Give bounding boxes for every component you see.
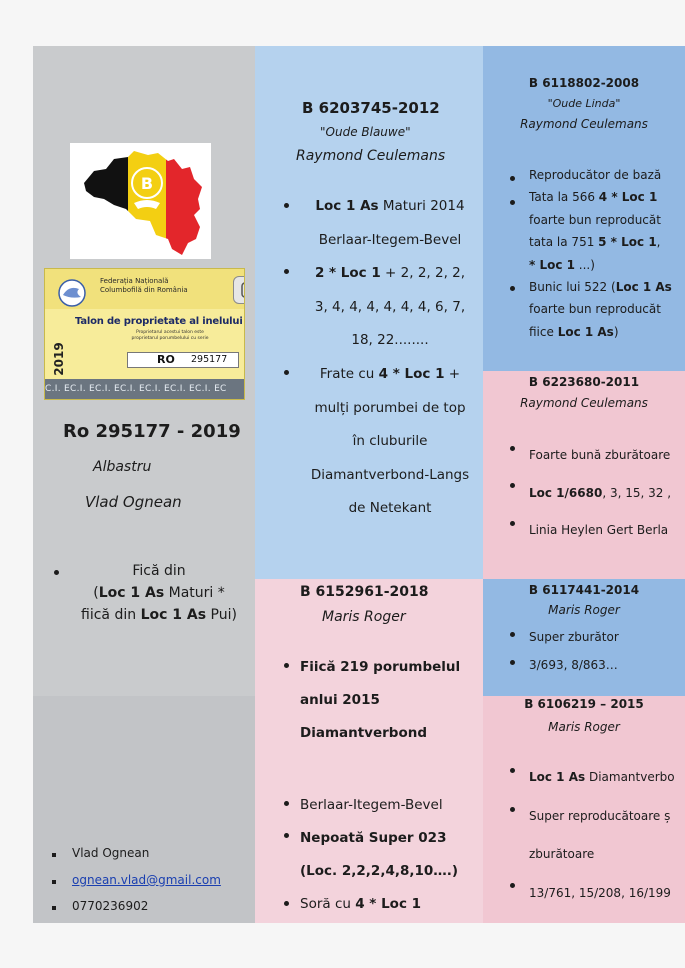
text-segment: + 2, 2, 2, 2, [380, 265, 466, 282]
text-segment: Fiică 219 porumbelul [300, 659, 461, 675]
text-segment: Berlaar-Itegem-Bevel [300, 797, 443, 813]
dam-sire-bullet [510, 660, 515, 665]
dam-dam-ring: B 6106219 – 2015 [524, 697, 644, 711]
text-segment: Maturi 2014 [378, 198, 465, 214]
dam-achievements-bottom [300, 789, 458, 921]
text-line [529, 475, 671, 513]
pigeon-description [66, 560, 252, 626]
sire-breeder: Raymond Ceulemans [296, 148, 446, 164]
certificate-subtitle-line-1: Proprietarul acestui talon este [136, 330, 204, 335]
text-segment: foarte bun reproducăt [529, 302, 661, 317]
text-segment: 4 * Loc 1 [378, 365, 445, 382]
contact-bullet [52, 853, 56, 857]
text-line [529, 651, 619, 679]
text-segment: , [656, 235, 661, 250]
federation-line-2: Columbofilă din România [100, 286, 188, 294]
contact-bullet [52, 880, 56, 884]
belgium-map-card [70, 143, 211, 259]
text-line [529, 623, 619, 651]
text-segment: Loc 1 As [557, 324, 614, 339]
pigeon-owner: Vlad Ognean [85, 493, 182, 511]
text-segment: tata la 751 [529, 235, 599, 250]
ring-tag-icon [233, 276, 245, 304]
text-line [529, 186, 672, 208]
sire-bullet [284, 370, 289, 375]
dam-dam-bullet [510, 807, 515, 812]
text-segment: Diamantverbond-Langs [310, 466, 470, 483]
text-line [300, 855, 458, 888]
text-line [298, 190, 482, 224]
text-segment: Soră cu [300, 896, 356, 912]
text-segment: Tata la 566 [529, 190, 599, 205]
text-segment: fiice [529, 324, 558, 339]
text-segment: 18, 22........ [351, 332, 429, 349]
dam-bullet [284, 901, 289, 906]
text-segment: ...) [574, 257, 595, 272]
certificate-subtitle [115, 330, 225, 342]
text-line [529, 835, 675, 874]
text-segment: Loc 1/6680 [529, 485, 603, 500]
text-segment: Loc 1 As [140, 607, 207, 623]
text-segment: 3, 4, 4, 4, 4, 4, 4, 6, 7, [314, 298, 466, 315]
dam-breeder: Maris Roger [322, 609, 406, 625]
text-segment: 13/761, 15/208, 16/199 [529, 885, 671, 900]
text-line [529, 874, 675, 913]
contact-name: Vlad Ognean [72, 846, 150, 860]
dam-achievements-top [300, 651, 460, 750]
text-segment: Linia Heylen Gert Berla [529, 523, 669, 537]
text-line [298, 224, 482, 258]
text-line [298, 492, 482, 526]
text-line [300, 822, 458, 855]
dam-sire-ring: B 6117441-2014 [528, 583, 640, 597]
federation-logo-icon [55, 279, 89, 307]
text-line [300, 888, 458, 921]
text-segment: 4 * Loc 1 [598, 190, 658, 205]
sire-sire-ring: B 6118802-2008 [528, 76, 640, 90]
text-segment: Diamantverbo [585, 770, 675, 784]
pigeon-color: Albastru [93, 459, 152, 475]
text-segment: 5 * Loc 1 [598, 235, 657, 250]
text-segment: , 3, 15, 32 , [602, 485, 672, 500]
contact-phone: 0770236902 [72, 899, 149, 913]
text-line [529, 437, 671, 475]
text-segment: Fică din [132, 563, 186, 579]
certificate-strip: C.I. EC.I. EC.I. EC.I. EC.I. EC.I. EC.I. EC [45, 379, 244, 399]
text-segment: Loc 1 As [529, 770, 586, 784]
contact-bullet [52, 906, 56, 910]
dam-dam-bullet [510, 883, 515, 888]
text-line [300, 684, 460, 717]
contact-panel [33, 696, 255, 923]
certificate-number: 295177 [191, 354, 228, 365]
sire-dam-details [529, 437, 671, 550]
dam-ring: B 6152961-2018 [300, 584, 429, 600]
text-line [529, 512, 671, 550]
dam-dam-breeder: Maris Roger [548, 720, 620, 734]
text-line [529, 276, 672, 298]
federation-line-1: Federația Națională [100, 277, 169, 285]
certificate-subtitle-line-2: proprietarul porumbelului cu serie [131, 336, 209, 341]
dam-bullet [284, 801, 289, 806]
ring-ownership-certificate [44, 268, 245, 400]
sire-sire-bullet [510, 176, 515, 181]
sire-sire-bullet [510, 286, 515, 291]
text-segment: de Netekant [348, 500, 432, 517]
text-segment: Loc 1 As [315, 198, 379, 214]
text-segment: ( [93, 585, 99, 601]
text-segment: mulți porumbei de top [314, 399, 466, 416]
text-line [298, 291, 482, 325]
sire-sire-details [529, 164, 672, 343]
text-line [66, 582, 252, 604]
sire-dam-bullet [510, 521, 515, 526]
text-segment: Super zburător [529, 630, 619, 644]
text-line [529, 254, 672, 276]
text-segment: Super reproducătoare ș [529, 808, 671, 823]
text-line [298, 257, 482, 291]
text-segment: zburătoare [529, 847, 595, 861]
text-segment: Maturi * [164, 585, 225, 601]
belgium-flag-map-image [70, 143, 211, 259]
text-segment: * Loc 1 [529, 257, 575, 272]
text-line [529, 164, 672, 186]
svg-text:B: B [140, 174, 154, 193]
text-segment: Loc 1 As [98, 585, 165, 601]
text-line [529, 321, 672, 343]
certificate-title: Talon de proprietate al inelului [75, 316, 243, 327]
dam-sire-details [529, 623, 619, 679]
dam-dam-bullet [510, 768, 515, 773]
text-segment: Berlaar-Itegem-Bevel [318, 231, 462, 248]
pigeon-ring-id: Ro 295177 - 2019 [63, 421, 241, 442]
text-line [66, 604, 252, 626]
sire-name: "Oude Blauwe" [320, 125, 411, 139]
text-line [66, 560, 252, 582]
text-line [529, 231, 672, 253]
sire-dam-breeder: Raymond Ceulemans [520, 396, 648, 410]
sire-ring: B 6203745-2012 [302, 99, 440, 117]
text-segment: + [444, 365, 461, 382]
text-segment: foarte bun reproducăt [529, 212, 661, 227]
text-line [298, 459, 482, 493]
text-line [300, 651, 460, 684]
text-segment: Pui) [206, 607, 237, 623]
text-segment: Foarte bună zburătoare [529, 448, 671, 462]
sire-sire-breeder: Raymond Ceulemans [520, 117, 648, 131]
text-line [529, 298, 672, 320]
text-line [529, 758, 675, 797]
sire-achievements [298, 190, 482, 526]
text-line [300, 789, 458, 822]
contact-email-link[interactable]: ognean.vlad@gmail.com [72, 873, 221, 887]
sire-sire-bullet [510, 200, 515, 205]
certificate-year: 2019 [52, 342, 66, 376]
text-line [529, 209, 672, 231]
sire-bullet [284, 269, 289, 274]
dam-bullet [284, 663, 289, 668]
text-segment: Reproducător de bază [529, 168, 662, 182]
dam-dam-details [529, 758, 675, 912]
text-segment: Diamantverbond [300, 725, 428, 741]
text-segment: în cluburile [352, 433, 428, 450]
text-segment: fiică din [81, 607, 141, 623]
certificate-country: RO [157, 353, 175, 366]
sire-sire-name: "Oude Linda" [547, 97, 621, 110]
sire-dam-ring: B 6223680-2011 [528, 375, 640, 389]
text-line [529, 797, 675, 836]
pigeon-desc-bullet [54, 570, 59, 575]
sire-dam-bullet [510, 483, 515, 488]
text-segment: anlui 2015 [300, 692, 380, 708]
text-segment: Nepoată Super 023 [300, 830, 447, 846]
text-segment: (Loc. 2,2,2,4,8,10….) [300, 863, 459, 879]
sire-dam-bullet [510, 446, 515, 451]
text-line [298, 358, 482, 392]
dam-sire-breeder: Maris Roger [548, 603, 620, 617]
text-segment: Loc 1 As [615, 280, 672, 295]
dam-bullet [284, 833, 289, 838]
text-segment: 2 * Loc 1 [314, 265, 381, 282]
text-segment: 3/693, 8/863… [529, 658, 618, 672]
text-line [298, 425, 482, 459]
text-line [298, 324, 482, 358]
text-segment: Bunic lui 522 ( [529, 280, 616, 295]
dam-sire-bullet [510, 632, 515, 637]
text-line [300, 717, 460, 750]
text-line [298, 392, 482, 426]
text-segment: Frate cu [319, 365, 379, 382]
sire-bullet [284, 203, 289, 208]
text-segment: 4 * Loc 1 [355, 896, 422, 912]
text-segment: ) [613, 324, 619, 339]
federation-name [100, 277, 188, 295]
